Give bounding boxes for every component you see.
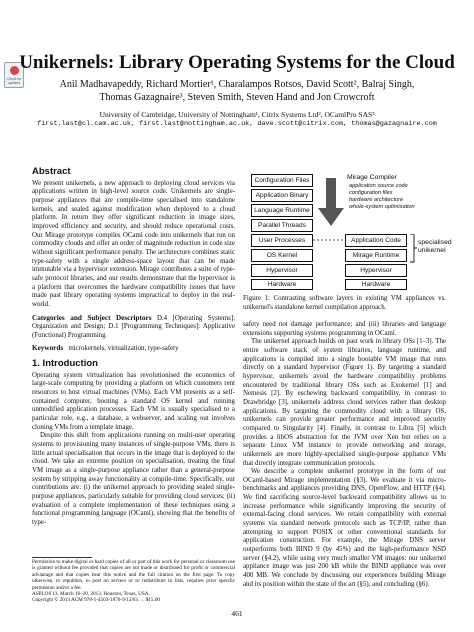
mirage-compiler-title: Mirage Compiler: [347, 174, 397, 181]
stack-application-binary: Application Binary: [251, 189, 313, 202]
categories-body: D.4 [Operating Systems]: Organization and Design; D.1 [Programming Techniques]: Applicative (Functional) Programming: [32, 314, 235, 339]
right-paragraph-3: We describe a complete unikernel prototype in the form of our OCaml-based Mirage implementation (§3). We evaluate it via micro-benchmarks and appliances providing DNS, OpenFlow, and HTTP (§4). We find sacrificing source-level backward compatibility allows us to increase performance while significantly improving the security of external-facing cloud services. We retain compatibility with external systems via standard network protocols such as TCP/IP, rather than attempting to support POSIX or other conventional standards for application construction. For example, the Mirage DNS server outperforms both BIND 9 (by 45%) and the high-performance NSD server (§4.2), while using very much smaller VM images: our unikernel appliance image was just 200 kB while the BIND appliance was over 400 MB. We conclude by discussing our experiences building Mirage and its position within the state of the art (§5), and concluding (§6).: [243, 468, 446, 588]
uk-hardware: Hardware: [345, 279, 407, 290]
keywords-heading: Keywords: [32, 344, 64, 353]
note-optimisation: whole-system optimisation: [349, 204, 415, 210]
connector-lines: [313, 234, 345, 254]
figure-1: [243, 172, 453, 290]
page-number: 461: [231, 609, 243, 618]
uk-application-code: Application Code: [345, 234, 407, 247]
affiliations: [10, 110, 464, 130]
intro-paragraph-2: Despite this shift from applications running on multi-user operating systems to provisioning many instances of single-purpose VMs, there is little actual specialisation that occurs in the image that is deployed to the cloud. We take an extreme position on specialisation, treating the final VM image as a single-purpose appliance rather than a general-purpose system by stripping away functionality at compile-time. Specifically, our contributions are: (i) the unikernel approach to providing sealed single-purpose appliances, particularly suitable for providing cloud services; (ii) evaluation of a complete implementation of these techniques using a functional programming language (OCaml), showing that the benefits of type-: [32, 432, 235, 526]
note-source-code: application source code: [349, 183, 408, 189]
authors-line-2: Thomas Gazagnaire³, Steven Smith, Steven Hand and Jon Crowcroft: [99, 92, 375, 103]
categories-block: [32, 314, 235, 341]
keywords-block: [32, 344, 235, 354]
uk-mirage-runtime: Mirage Runtime: [345, 249, 407, 262]
intro-heading: 1. Introduction: [32, 358, 98, 370]
categories-heading: Categories and Subject Descriptors: [32, 313, 152, 322]
affiliation-line: University of Cambridge, University of Nottingham¹, Citrix Systems Ltd², OCamlPro SAS³: [99, 110, 375, 119]
figure-caption: Figure 1: Contrasting software layers in existing VM appliances vs. unikernel's standalone kernel compilation approach.: [243, 295, 446, 311]
compile-arrow-icon: [317, 178, 345, 228]
authors-line-1: Anil Madhavapeddy, Richard Mortier¹, Charalampos Rotsos, David Scott², Balraj Singh,: [59, 79, 415, 90]
stack-os-kernel: OS Kernel: [251, 249, 313, 262]
stack-user-processes: User Processes: [251, 234, 313, 247]
badge-text: Check for updates: [6, 77, 22, 85]
bracket-label-line-1: specialised: [418, 239, 452, 246]
right-paragraph-2: The unikernel approach builds on past work in library OSs [1–3]. The entire software stack of system libraries, language runtime, and applications is compiled into a single bootable VM image that runs directly on a standard hypervisor (Figure 1). By targeting a standard hypervisor, unikernels avoid the hardware compatibility problems encountered by traditional library OSs such as Exokernel [1] and Nemesis [2]. By eschewing backward compatibility, in contrast to Drawbridge [3], unikernels address cloud services rather than desktop applications. By targeting the commodity cloud with a library OS, unikernels can provide greater performance and improved security compared to Singularity [4]. Finally, in contrast to Libra [5] which provides a libOS abstraction for the JVM over Xen but relies on a separate Linux VM instance to provide networking and storage, unikernels are more highly-specialised single-purpose appliance VMs that directly integrate communication protocols.: [243, 338, 446, 467]
stack-config-files: Configuration Files: [251, 174, 313, 187]
paper-title: Unikernels: Library Operating Systems for the Cloud: [19, 52, 455, 73]
abstract-heading: Abstract: [32, 166, 71, 177]
note-hw-arch: hardware architecture: [349, 197, 404, 203]
right-column: [243, 321, 446, 589]
copyright-footnote: Permission to make digital or hard copies of all or part of this work for personal or classroom use is granted without fee provided that copies are not made or distributed for profit or commercial advantage and that copies bear this notice and the full citation on the first page. To copy otherwise, to republish, to post on servers or to redistribute to lists, requires prior specific permission and/or a fee. ASPLOS'13, March 16–20, 2013, Houston, Texas, USA. Copyright © 2013 ACM 978-1-4503-1870-9/13/03. . . $15.00: [32, 559, 235, 604]
stack-hypervisor: Hypervisor: [251, 264, 313, 277]
intro-paragraph-1: Operating system virtualization has revolutionised the economics of large-scale computing by providing a platform on which customers rent resources to host virtual machines (VMs). Each VM presents as a self-contained computer, booting a standard OS kernel and running unmodified application processes. Each VM is usually specialised to a particular role, e.g., a database, a webserver, and scaling out involves cloning VMs from a template image.: [32, 371, 235, 431]
note-config-files: configuration files: [349, 190, 393, 196]
email-line: first.last@cl.cam.ac.uk, first.last@nottingham.ac.uk, dave.scott@citrix.com, thomas@gazagnaire.com: [37, 119, 437, 128]
bracket-label-line-2: unikernel: [418, 247, 446, 254]
keywords-body: microkernels, virtualization, type-safety: [68, 345, 179, 353]
stack-hardware: Hardware: [251, 279, 313, 290]
stack-parallel-threads: Parallel Threads: [251, 219, 313, 232]
uk-hypervisor: Hypervisor: [345, 264, 407, 277]
specialised-unikernel-label: [418, 239, 452, 255]
author-list: [10, 78, 464, 104]
footnote-rule: [32, 557, 92, 558]
right-paragraph-1: safety need not damage performance; and (iii) libraries and language extensions supporting systems programming in OCaml.: [243, 321, 446, 337]
stack-language-runtime: Language Runtime: [251, 204, 313, 217]
bracket-icon: [409, 234, 417, 263]
left-column: [32, 168, 235, 528]
abstract-body: We present unikernels, a new approach to deploying cloud services via applications written in high-level source code. Unikernels are single-purpose appliances that are compile-time specialised into standalone kernels, and sealed against modification when deployed to a cloud platform. In return they offer significant reduction in image sizes, improved efficiency and security, and should reduce operational costs. Our Mirage prototype compiles OCaml code into unikernels that run on commodity clouds and offer an order of magnitude reduction in code size without significant performance penalty. The architecture combines static type-safety with a single address-space layout that can be made immutable via a hypervisor extension. Mirage contributes a suite of type-safe protocol libraries, and our results demonstrate that the hypervisor is a platform that overcomes the hardware compatibility issues that have made past library operating systems impractical to deploy in the real-world.: [32, 179, 235, 308]
